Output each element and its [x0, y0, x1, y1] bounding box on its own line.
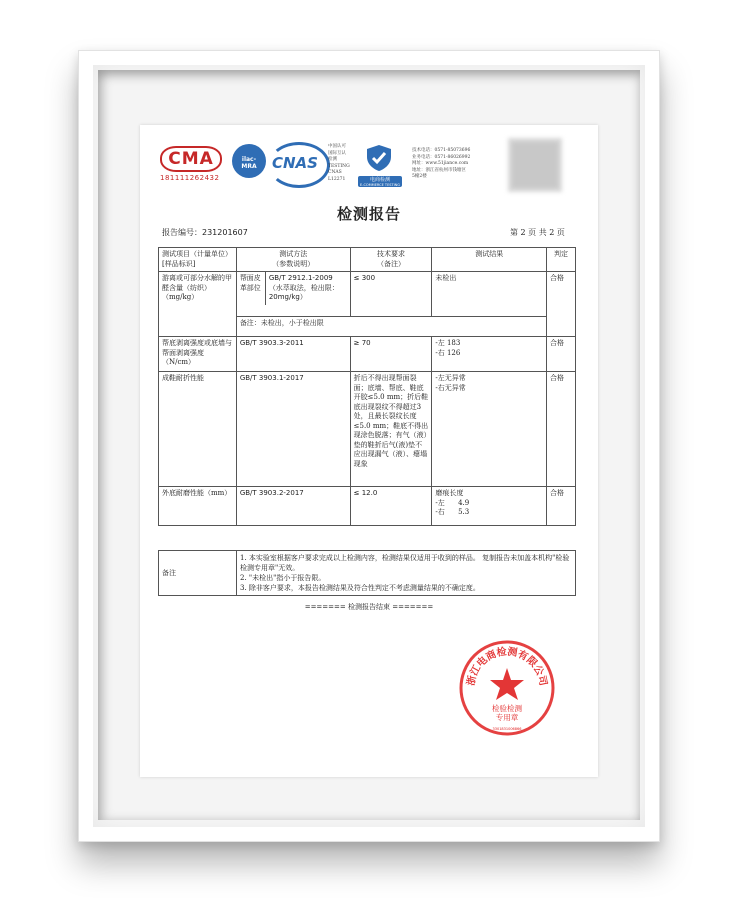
logo-bar — [160, 140, 580, 198]
report-end-marker: ======= 检测报告结束 ======= — [304, 603, 434, 611]
svg-text:3301831006866: 3301831006866 — [492, 727, 522, 731]
company-seal-stamp — [457, 638, 557, 738]
cnas-logo: CNAS — [272, 154, 318, 172]
cnas-info: 中国认可 国际互认 检测 TESTING CNAS L12271 — [328, 144, 350, 182]
page-info: 第 2 页 共 2 页 — [510, 228, 565, 237]
report-number: 报告编号：231201607 — [162, 228, 248, 237]
ecommerce-testing-label: 电商检测 E-COMMERCE TESTING — [359, 177, 401, 187]
remarks-content: 1. 本实验室根据客户要求完成以上检测内容，检测结果仅适用于收到的样品。 复制报告未加盖本机构"检验检测专用章"无效。 2. "未检出"指小于报告限。 3. 除非客户要求，本报告检测结果及符合性判定不考虑测量结果的不确定度。 — [237, 551, 576, 596]
table-header: 测试项目（计量单位） [样品标识] 测试方法 （参数说明） 技术要求 （备注） 测试结果 判定 — [159, 248, 576, 272]
remarks-table — [158, 550, 576, 596]
report-title: 检测报告 — [336, 205, 401, 223]
svg-text:浙江电商检测有限公司: 浙江电商检测有限公司 — [465, 646, 549, 687]
ilac-logo: ilac-MRA — [232, 144, 266, 178]
svg-text:检验检测: 检验检测 — [492, 704, 522, 713]
remarks-label: 备注 — [159, 551, 237, 596]
svg-text:专用章: 专用章 — [495, 713, 519, 722]
table-row: 帮底剥离强度或底墙与帮面剥离强度（N/cm） GB/T 3903.3-2011 ≥ 70 -左 183 -右 126 合格 — [159, 337, 576, 372]
contact-info: 技术电话：0571-85073696 业务电话：0571-86026992 网址：www.51jiance.com 地址：浙江省杭州市钱塘区 5幢2楼 — [412, 148, 471, 179]
qr-code-blurred — [512, 142, 558, 188]
table-note-row: 备注：未检出，小于检出限 — [159, 317, 576, 337]
shield-check-icon — [364, 144, 394, 172]
table-row: 外底耐磨性能（mm） GB/T 3903.2-2017 ≤ 12.0 磨痕长度 -左 4.9 -右 5.3 合格 — [159, 487, 576, 526]
results-table — [158, 247, 576, 526]
cma-number: 181111262432 — [160, 174, 220, 182]
table-row: 成鞋耐折性能 GB/T 3903.1-2017 折后不得出现帮面裂面；底墙、帮底、鞋底开胶≤5.0 mm；折后鞋底出现裂纹不得超过3处，且最长裂纹长度≤5.0 mm；鞋底不得出现涂色脱落；有气（液）垫的鞋折后气(液)垫不应出现漏气（液）、瘪塌现象 -左无异常 -右无异常 合格 — [159, 372, 576, 487]
cma-logo: CMA 181111262432 — [160, 146, 224, 182]
table-row: 游离或可部分水解的甲醛含量（纺织）（mg/kg） 帮面皮革部位 GB/T 2912.1-2009（水萃取法，检出限：20mg/kg） ≤ 300 未检出 合格 — [159, 272, 576, 317]
